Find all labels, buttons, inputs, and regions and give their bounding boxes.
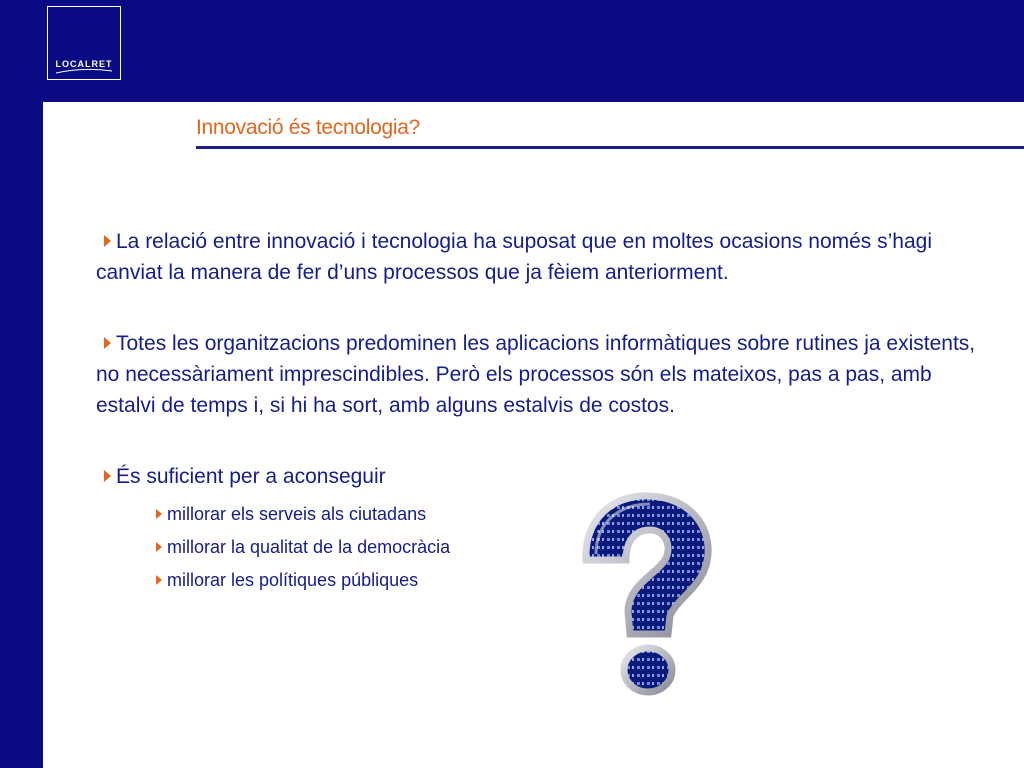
bullet-arrow-icon <box>104 235 111 247</box>
bullet-arrow-icon <box>156 509 162 519</box>
left-band <box>0 0 43 768</box>
bullet-arrow-icon <box>156 575 162 585</box>
slide-title: Innovació és tecnologia? <box>196 116 420 139</box>
slide-content <box>96 226 976 597</box>
logo-swoosh-icon <box>48 67 120 77</box>
header-band <box>0 0 1024 102</box>
bullet-item <box>96 461 976 492</box>
bullet-arrow-icon <box>104 470 111 482</box>
title-rule <box>196 146 1024 149</box>
bullet-arrow-icon <box>156 542 162 552</box>
sub-bullet-item <box>152 564 976 597</box>
sub-bullet-text: millorar els serveis als ciutadans <box>167 504 427 524</box>
bullet-text: La relació entre innovació i tecnologia ha suposat que en moltes ocasions només s’hagi canviat la manera de fer d’uns processos que ja fèiem anteriorment. <box>96 230 933 284</box>
sub-bullet-text: millorar les polítiques públiques <box>167 570 419 590</box>
localret-logo <box>47 6 121 80</box>
bullet-item <box>96 226 976 288</box>
sub-bullet-text: millorar la qualitat de la democràcia <box>167 537 451 557</box>
bullet-item <box>96 328 976 421</box>
sub-bullet-item <box>152 498 976 531</box>
sub-bullet-item <box>152 531 976 564</box>
question-mark-icon <box>566 488 721 700</box>
bullet-text: És suficient per a aconseguir <box>116 465 386 488</box>
bullet-arrow-icon <box>104 337 111 349</box>
bullet-text: Totes les organitzacions predominen les aplicacions informàtiques sobre rutines ja existents, no necessàriament imprescindibles. Però els processos són els mateixos, pas a pas, amb estalvi de temps i, si hi ha sort, amb alguns estalvis de costos. <box>96 332 976 417</box>
logo-text: LOCALRET <box>55 59 113 69</box>
